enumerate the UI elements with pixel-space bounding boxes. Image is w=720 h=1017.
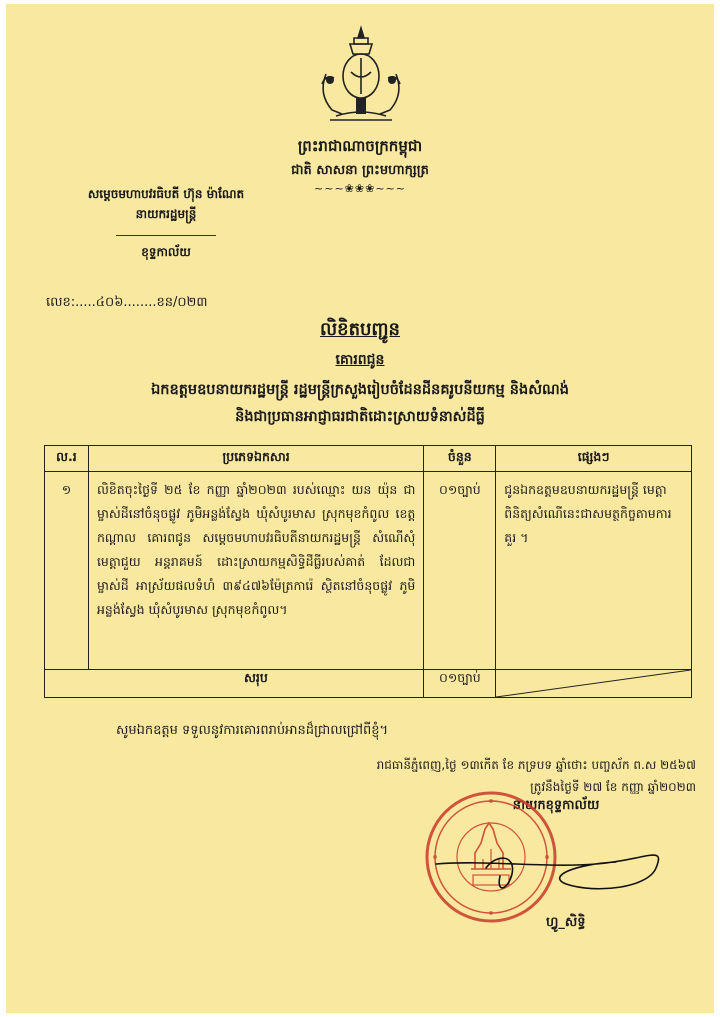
row-description: លិខិតចុះថ្ងៃទី ២៥ ខែ កញ្ញា ឆ្នាំ២០២៣ របស់ឈ្មោះ យន យ៉ុន ជាម្ចាស់ដីនៅចំនុចផ្លូវ ភូមិអន្លង់ស្វែង ឃុំសំបូរមាស ស្រុកមុខកំពូល ខេត្តកណ្តាល គោរពជូន សម្តេចមហាបវរធិបតីនាយករដ្ឋមន្ត្រី សំណើសុំមេត្តាជួយ អន្តរាគមន៍ ដោះស្រាយកម្មសិទ្ធិដីធ្លីរបស់គាត់ ដែលជាម្ចាស់ដី អាស្រ័យផលទំហំ ៣៩៤៧៦ម៉ែត្រការ៉េ ស្ថិតនៅចំនុចផ្លូវ ភូមិអន្លង់ស្វែង ឃុំសំបូរមាស ស្រុកមុខកំពូល។	[88, 472, 423, 670]
date-lunar: រាជធានីភ្នំពេញ,ថ្ងៃ ១៣កើត ខែ ភទ្របទ ឆ្នាំថោះ បញ្ចស័ក ព.ស ២៥៦៧	[376, 758, 696, 772]
sender-position: នាយករដ្ឋមន្ត្រី	[135, 207, 197, 221]
total-quantity: ០១ច្បាប់	[424, 670, 496, 698]
sender-divider	[116, 235, 216, 236]
date-solar: ត្រូវនឹងថ្ងៃទី ២៧ ខែ កញ្ញា ឆ្នាំ២០២៣	[530, 780, 696, 794]
closing-line: សូមឯកឧត្តម ទទួលនូវការគោរពរាប់អានដ៏ជ្រាលជ្រៅពីខ្ញុំ។	[116, 723, 389, 738]
signer-name: ហ្វូ_សិទ្ធិ	[546, 915, 586, 930]
ornament-divider: ~~~❀❀❀~~~	[314, 182, 406, 195]
header-quantity: ចំនួន	[424, 446, 496, 472]
royal-arms-icon	[306, 24, 416, 134]
total-spacer	[45, 670, 89, 698]
handwritten-signature-icon	[426, 824, 676, 904]
row-quantity: ០១ច្បាប់	[424, 472, 496, 670]
kingdom-title: ព្រះរាជាណាចក្រកម្ពុជា	[297, 137, 423, 155]
row-note: ជូនឯកឧត្តមឧបនាយករដ្ឋមន្ត្រី មេត្តាពិនិត្យសំណើនេះជាសមត្ថកិច្ចតាមការគួរ ។	[496, 472, 692, 670]
signatory-title: នាយកខុទ្ទកាល័យ	[512, 798, 600, 813]
header-description: ប្រភេទឯកសារ	[88, 446, 423, 472]
national-motto: ជាតិ សាសនា ព្រះមហាក្សត្រ	[291, 163, 429, 178]
recipient-line-2: និងជាប្រធានអាជ្ញាធរជាតិដោះស្រាយទំនាស់ដីធ្លី	[235, 409, 485, 425]
sender-office: ខុទ្ទកាល័យ	[141, 245, 191, 259]
sender-block	[36, 184, 296, 224]
document-title: លិខិតបញ្ជូន	[320, 319, 400, 340]
row-number: ១	[45, 472, 89, 670]
header-note: ផ្សេងៗ	[496, 446, 692, 472]
total-row	[45, 670, 692, 698]
total-note-empty	[496, 670, 692, 698]
items-table	[44, 445, 692, 698]
document-sheet	[6, 4, 714, 1013]
total-label: សរុប	[88, 670, 423, 698]
table-row	[45, 472, 692, 670]
cross-out-line	[496, 670, 691, 697]
sender-name: សម្តេចមហាបវរធិបតី ហ៊ុន ម៉ាណែត	[87, 187, 245, 201]
recipient-block	[36, 377, 684, 431]
document-number: លេខ:.....៤០៦........ខន/០២៣	[46, 295, 208, 310]
header-number: ល.រ	[45, 446, 89, 472]
recipient-line-1: ឯកឧត្តមឧបនាយករដ្ឋមន្ត្រី រដ្ឋមន្ត្រីក្រសួងរៀបចំដែនដីនគរូបនីយកម្ម និងសំណង់	[151, 382, 569, 398]
table-header-row	[45, 446, 692, 472]
addressee-label: គោរពជូន	[335, 352, 385, 368]
